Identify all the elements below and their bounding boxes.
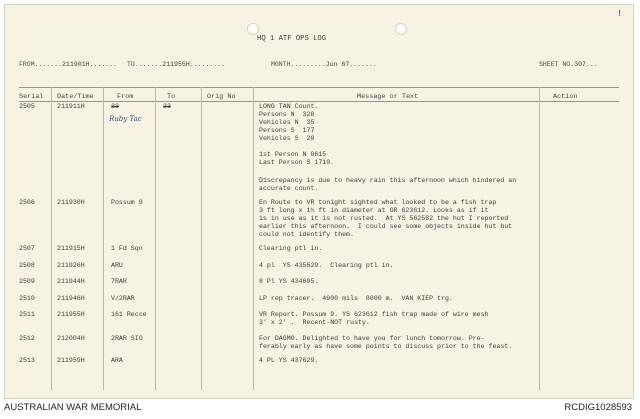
row-datetime: 211926H [57, 262, 85, 269]
row-to: 33 [163, 103, 171, 110]
row-text-line: earlier this afternoon. I could see some objects inside hut but [259, 223, 513, 230]
row-text-line: 4 pl YS 435629. Clearing ptl in. [259, 262, 394, 269]
punch-hole-left [247, 23, 259, 35]
log-title: HQ 1 ATF OPS LOG [257, 35, 327, 43]
footer-record-id: RCDIG1028593 [564, 402, 632, 413]
row-text-line: Last Person S 1710. [259, 159, 335, 166]
month-label: MONTH [271, 61, 291, 68]
row-text-line: For DAGMO. Delighted to have you for lunch tomorrow. Pre- [259, 335, 485, 342]
from-label: FROM [19, 61, 35, 68]
row-from: ARA [111, 357, 123, 364]
row-serial: 2506 [19, 199, 35, 206]
row-serial: 2505 [19, 103, 35, 110]
row-from: 2RAR SIO [111, 335, 143, 342]
col-header-message: Message or Text [357, 93, 419, 101]
row-text-line: 3' x 2' . Recent-NOT rusty. [259, 319, 370, 326]
row-text-line: LONG TAN Count. [259, 103, 319, 110]
col-divider [253, 87, 254, 390]
col-header-orig-no: Orig No [207, 93, 236, 101]
row-text-line: Vehicles S 20 [259, 135, 315, 142]
row-datetime: 211959H [57, 357, 85, 364]
row-datetime: 212004H [57, 335, 85, 342]
row-text-line: 1st Person N 0615 [259, 151, 327, 158]
row-from: 1 Fd Sqn [111, 245, 143, 252]
to-value: 211955H [162, 61, 190, 68]
row-text-line: Vehicles N 35 [259, 119, 315, 126]
row-text-line: is in use as it is not rusted. At YS 562582 the hut I reported [259, 215, 509, 222]
row-serial: 2507 [19, 245, 35, 252]
sheet-field: SHEET NO.307... [539, 61, 598, 68]
row-text-line: LP rep tracer. 4900 mils 8000 m. VAN KIEP trg. [259, 295, 453, 302]
row-text-line: VR Report. Possum 9. YS 623612 fish trap made of wire mesh [259, 311, 489, 318]
month-field: MONTH.........Jun 67....... [271, 61, 377, 68]
footer-archive-name: AUSTRALIAN WAR MEMORIAL [4, 402, 142, 413]
row-from-handwritten-note: Ruby Tac [109, 115, 142, 123]
table-top-rule [19, 87, 619, 88]
log-sheet [4, 4, 634, 399]
row-from: ARU [111, 262, 123, 269]
row-text-line: 8 Pl YS 434695. [259, 278, 319, 285]
sheet-label: SHEET NO. [539, 61, 575, 68]
table-header-rule [19, 101, 619, 102]
row-from: V/2RAR [111, 295, 135, 302]
col-header-to: To [167, 93, 176, 101]
row-text-line: Persons N 328 [259, 111, 315, 118]
row-text-line: accurate count. [259, 185, 319, 192]
row-datetime: 211946H [57, 295, 85, 302]
month-value: Jun 67 [325, 61, 350, 68]
row-text-line: Persons S 177 [259, 127, 315, 134]
sheet-value: 307 [574, 61, 586, 68]
row-from: Possum 9 [111, 199, 143, 206]
col-header-datetime: Date/Time [57, 93, 94, 101]
row-text-line: Discrepancy is due to heavy rain this afternoon which hindered an [259, 177, 517, 184]
row-serial: 2510 [19, 295, 35, 302]
col-divider [51, 87, 52, 390]
col-divider [155, 87, 156, 390]
row-from: 161 Recce [111, 311, 147, 318]
row-text-line: 3 ft long x 1½ ft in diameter at GR 623612. Looks as if it [259, 207, 489, 214]
row-datetime: 211944H [57, 278, 85, 285]
row-serial: 2512 [19, 335, 35, 342]
col-divider [201, 87, 202, 390]
row-from: 33 [111, 103, 119, 110]
row-text-line: 4 PL YS 437629. [259, 357, 319, 364]
row-text-line: ferably early as have some points to discuss prior to the feast. [259, 343, 513, 350]
col-header-action: Action [553, 93, 578, 101]
row-serial: 2509 [19, 278, 35, 285]
row-text-line: could not identify them. [259, 231, 354, 238]
from-field: FROM.......211901H....... [19, 61, 117, 68]
col-header-serial: Serial [19, 93, 44, 101]
row-text-line: En Route to VR tonight sighted what looked to be a fish trap [259, 199, 497, 206]
row-datetime: 211915H [57, 245, 85, 252]
punch-hole-right [395, 23, 407, 35]
to-label: TO [127, 61, 135, 68]
col-divider [103, 87, 104, 390]
row-datetime: 211911H [57, 103, 85, 110]
row-from: 7RAR [111, 278, 127, 285]
from-value: 211901H [61, 61, 90, 68]
row-serial: 2513 [19, 357, 35, 364]
to-field: TO.......211955H......... [127, 61, 225, 68]
row-serial: 2511 [19, 311, 35, 318]
row-datetime: 211930H [57, 199, 85, 206]
row-datetime: 211955H [57, 311, 85, 318]
col-divider [539, 87, 540, 390]
row-text-line: Clearing ptl in. [259, 245, 323, 252]
corner-mark: ! [617, 9, 623, 19]
row-serial: 2508 [19, 262, 35, 269]
col-header-from: From [117, 93, 134, 101]
